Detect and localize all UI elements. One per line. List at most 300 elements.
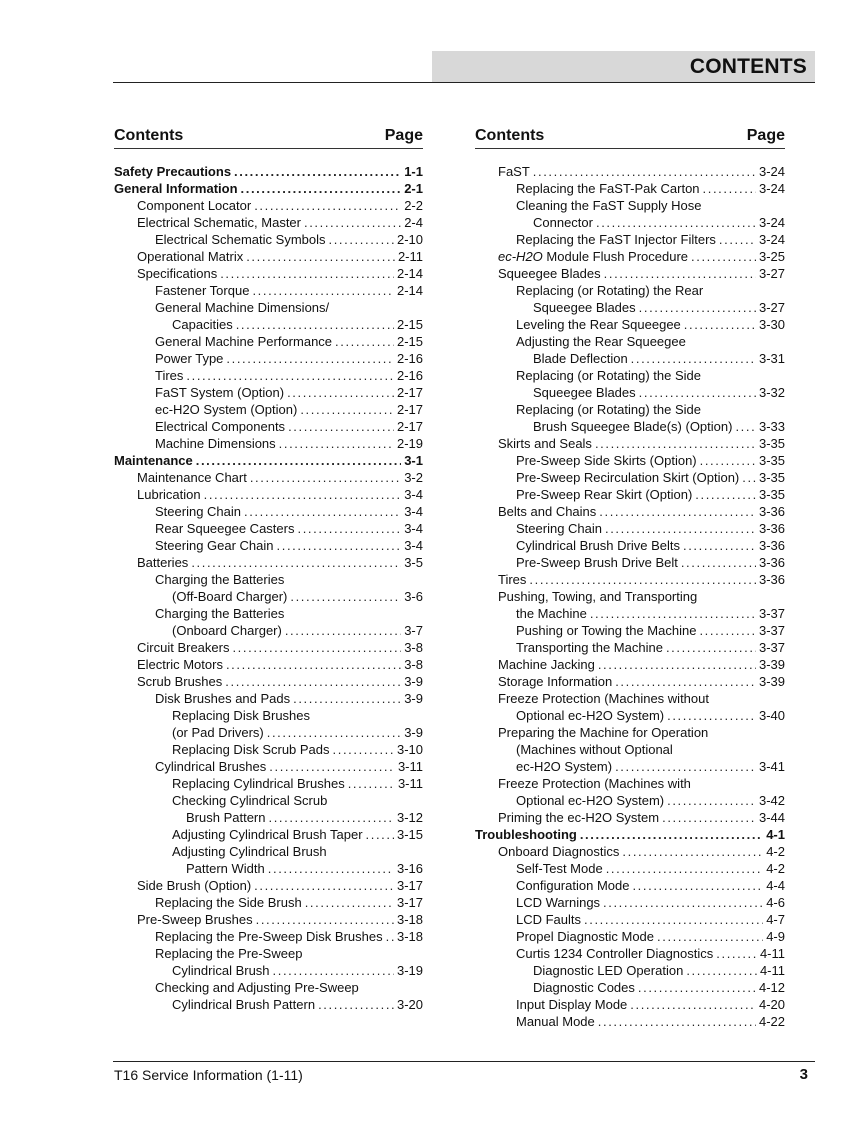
toc-entry-page: 3-27 bbox=[758, 300, 785, 315]
header-banner bbox=[432, 51, 815, 82]
toc-entry[interactable] bbox=[114, 554, 423, 571]
toc-entry-title: Preparing the Machine for Operation bbox=[498, 725, 709, 740]
toc-entry-title: Tires bbox=[498, 572, 527, 587]
toc-entry-page: 2-15 bbox=[396, 317, 423, 332]
toc-entry-title: LCD Faults bbox=[516, 912, 582, 927]
toc-entry[interactable] bbox=[475, 180, 785, 197]
toc-entry[interactable] bbox=[114, 996, 423, 1013]
footer-doc-title: T16 Service Information (1-11) bbox=[114, 1067, 303, 1083]
toc-entry-title: Self-Test Mode bbox=[516, 861, 603, 876]
toc-entry-page: 4-11 bbox=[759, 946, 785, 961]
toc-entry-title: Storage Information bbox=[498, 674, 613, 689]
toc-entry[interactable] bbox=[114, 452, 423, 469]
toc-entry-title: Onboard Diagnostics bbox=[498, 844, 620, 859]
toc-entry[interactable] bbox=[475, 588, 785, 605]
column-heading-page: Page bbox=[384, 127, 423, 144]
toc-entry[interactable] bbox=[475, 605, 785, 622]
toc-leader-dots bbox=[232, 639, 401, 656]
toc-entry[interactable] bbox=[475, 639, 785, 656]
toc-entry-title: Pushing or Towing the Machine bbox=[516, 623, 697, 638]
toc-entry[interactable] bbox=[475, 843, 785, 860]
toc-entry-page: 3-39 bbox=[758, 674, 785, 689]
toc-entry-page: 1-1 bbox=[404, 164, 423, 179]
toc-entry-title: Cylindrical Brush Drive Belts bbox=[516, 538, 680, 553]
toc-leader-dots bbox=[598, 1013, 756, 1030]
toc-entry[interactable] bbox=[114, 265, 423, 282]
toc-entry[interactable] bbox=[114, 792, 423, 809]
toc-entry-title: Charging the Batteries bbox=[155, 606, 285, 621]
toc-entry[interactable] bbox=[114, 316, 423, 333]
toc-entry-title: Scrub Brushes bbox=[137, 674, 223, 689]
toc-leader-dots bbox=[699, 622, 756, 639]
toc-entry-title: Electrical Schematic Symbols bbox=[155, 232, 326, 247]
toc-entry-page: 3-35 bbox=[758, 470, 785, 485]
toc-entry-page: 3-33 bbox=[758, 419, 785, 434]
toc-entry-page: 4-9 bbox=[766, 929, 785, 944]
toc-entry[interactable] bbox=[475, 707, 785, 724]
toc-entry-title: Skirts and Seals bbox=[498, 436, 592, 451]
toc-entry-title: Cleaning the FaST Supply Hose bbox=[516, 198, 702, 213]
toc-entry-page: 4-4 bbox=[766, 878, 785, 893]
column-header-rule bbox=[475, 148, 785, 149]
toc-entry[interactable] bbox=[475, 503, 785, 520]
toc-entry[interactable] bbox=[475, 384, 785, 401]
toc-entry[interactable] bbox=[114, 418, 423, 435]
toc-entry[interactable] bbox=[475, 214, 785, 231]
toc-entry-page: 2-4 bbox=[404, 215, 423, 230]
toc-entry-title: Specifications bbox=[137, 266, 218, 281]
toc-leader-dots bbox=[335, 333, 394, 350]
toc-entry[interactable] bbox=[475, 350, 785, 367]
toc-entry[interactable] bbox=[475, 911, 785, 928]
toc-leader-dots bbox=[268, 860, 394, 877]
toc-entry[interactable] bbox=[475, 367, 785, 384]
toc-entry-title: Pre-Sweep Rear Skirt (Option) bbox=[516, 487, 693, 502]
toc-entry[interactable] bbox=[475, 690, 785, 707]
toc-leader-dots bbox=[615, 673, 756, 690]
toc-entry-page: 3-31 bbox=[758, 351, 785, 366]
toc-entry-page: 3-36 bbox=[758, 555, 785, 570]
toc-entry-title: Adjusting Cylindrical Brush Taper bbox=[172, 827, 363, 842]
toc-entry-title: Priming the ec-H2O System bbox=[498, 810, 660, 825]
toc-entry-title: Pre-Sweep Recirculation Skirt (Option) bbox=[516, 470, 740, 485]
toc-leader-dots bbox=[226, 350, 394, 367]
toc-entry[interactable] bbox=[114, 350, 423, 367]
toc-entry-page: 4-2 bbox=[766, 844, 785, 859]
toc-entry-page: 4-11 bbox=[759, 963, 785, 978]
toc-leader-dots bbox=[297, 520, 401, 537]
toc-entry[interactable] bbox=[114, 503, 423, 520]
toc-entry[interactable] bbox=[114, 775, 423, 792]
toc-entry-title: Component Locator bbox=[137, 198, 252, 213]
column-heading-contents: Contents bbox=[475, 127, 545, 144]
toc-entry-title: Optional ec-H2O System) bbox=[516, 793, 665, 808]
toc-leader-dots bbox=[605, 520, 756, 537]
toc-leader-dots bbox=[300, 401, 394, 418]
toc-entry[interactable] bbox=[114, 571, 423, 588]
toc-entry-page: 3-16 bbox=[396, 861, 423, 876]
toc-entry-page: 3-30 bbox=[758, 317, 785, 332]
toc-entry[interactable] bbox=[114, 520, 423, 537]
toc-leader-dots bbox=[269, 809, 394, 826]
toc-entry-page: 3-4 bbox=[404, 487, 423, 502]
toc-leader-dots bbox=[596, 214, 756, 231]
toc-leader-dots bbox=[599, 503, 756, 520]
toc-leader-dots bbox=[604, 265, 756, 282]
toc-entry-title: Squeegee Blades bbox=[533, 385, 636, 400]
toc-leader-dots bbox=[533, 163, 756, 180]
toc-entry[interactable] bbox=[475, 928, 785, 945]
toc-entry-page: 4-12 bbox=[758, 980, 785, 995]
toc-entry[interactable] bbox=[475, 537, 785, 554]
toc-entry[interactable] bbox=[114, 656, 423, 673]
toc-leader-dots bbox=[191, 554, 401, 571]
toc-entry-title: Replacing the Pre-Sweep bbox=[155, 946, 303, 961]
toc-entry-page: 3-1 bbox=[404, 453, 423, 468]
toc-leader-dots bbox=[615, 758, 756, 775]
toc-entry-page: 4-2 bbox=[766, 861, 785, 876]
toc-leader-dots bbox=[684, 316, 756, 333]
toc-leader-dots bbox=[603, 894, 763, 911]
toc-entry[interactable] bbox=[114, 299, 423, 316]
toc-entry-page: 3-18 bbox=[396, 929, 423, 944]
toc-entry-page: 2-17 bbox=[396, 419, 423, 434]
toc-entry-title: Belts and Chains bbox=[498, 504, 597, 519]
toc-leader-dots bbox=[234, 163, 401, 180]
toc-entry[interactable] bbox=[475, 401, 785, 418]
toc-entry-title: Freeze Protection (Machines with bbox=[498, 776, 691, 791]
toc-entry-page: 3-9 bbox=[404, 674, 423, 689]
toc-leader-dots bbox=[686, 962, 757, 979]
toc-leader-dots bbox=[236, 316, 394, 333]
toc-entry[interactable] bbox=[475, 299, 785, 316]
toc-leader-dots bbox=[279, 435, 394, 452]
toc-leader-dots bbox=[256, 911, 394, 928]
toc-entry[interactable] bbox=[475, 979, 785, 996]
toc-entry-page: 3-11 bbox=[397, 776, 423, 791]
toc-entry[interactable] bbox=[475, 894, 785, 911]
toc-entries-right bbox=[475, 163, 785, 1030]
toc-entry[interactable] bbox=[475, 758, 785, 775]
toc-entry-page: 2-11 bbox=[397, 249, 423, 264]
toc-leader-dots bbox=[595, 435, 756, 452]
toc-entry-page: 3-9 bbox=[404, 691, 423, 706]
toc-entry-title: Transporting the Machine bbox=[516, 640, 663, 655]
toc-entry-page: 3-27 bbox=[758, 266, 785, 281]
toc-entry[interactable] bbox=[475, 945, 785, 962]
toc-entry-page: 3-7 bbox=[404, 623, 423, 638]
toc-leader-dots bbox=[639, 384, 756, 401]
toc-entry[interactable] bbox=[475, 435, 785, 452]
toc-entry[interactable] bbox=[475, 197, 785, 214]
toc-leader-dots bbox=[285, 622, 401, 639]
toc-entry[interactable] bbox=[475, 622, 785, 639]
toc-entry-title: Configuration Mode bbox=[516, 878, 630, 893]
toc-entry-page: 3-8 bbox=[404, 640, 423, 655]
toc-leader-dots bbox=[631, 350, 756, 367]
toc-leader-dots bbox=[735, 418, 756, 435]
toc-entry[interactable] bbox=[114, 384, 423, 401]
toc-entry[interactable] bbox=[114, 248, 423, 265]
toc-entry[interactable] bbox=[114, 197, 423, 214]
toc-entry-title: Replacing Disk Brushes bbox=[172, 708, 311, 723]
toc-entry-page: 3-15 bbox=[396, 827, 423, 842]
toc-entry-title: General Machine Performance bbox=[155, 334, 333, 349]
toc-entry-title: Checking Cylindrical Scrub bbox=[172, 793, 328, 808]
toc-entry-title: Circuit Breakers bbox=[137, 640, 230, 655]
toc-entry[interactable] bbox=[475, 554, 785, 571]
toc-entry[interactable] bbox=[475, 673, 785, 690]
toc-entry-page: 3-24 bbox=[758, 232, 785, 247]
toc-entry-title: ec-H2O System) bbox=[516, 759, 613, 774]
toc-entry-title: Blade Deflection bbox=[533, 351, 628, 366]
toc-entry-title: Charging the Batteries bbox=[155, 572, 285, 587]
toc-entry[interactable] bbox=[114, 605, 423, 622]
toc-entry-page: 3-32 bbox=[758, 385, 785, 400]
toc-entry-page: 3-8 bbox=[404, 657, 423, 672]
toc-entry[interactable] bbox=[114, 843, 423, 860]
toc-entry-page: 4-6 bbox=[766, 895, 785, 910]
toc-leader-dots bbox=[267, 724, 401, 741]
toc-entry[interactable] bbox=[114, 724, 423, 741]
toc-entry[interactable] bbox=[475, 316, 785, 333]
toc-entry[interactable] bbox=[114, 860, 423, 877]
column-header bbox=[475, 127, 785, 147]
toc-entry[interactable] bbox=[475, 486, 785, 503]
toc-entry[interactable] bbox=[114, 979, 423, 996]
toc-entry[interactable] bbox=[114, 622, 423, 639]
toc-leader-dots bbox=[598, 656, 756, 673]
toc-entry[interactable] bbox=[114, 367, 423, 384]
toc-leader-dots bbox=[580, 826, 763, 843]
toc-entry-title: Steering Chain bbox=[516, 521, 602, 536]
toc-entry[interactable] bbox=[475, 877, 785, 894]
toc-leader-dots bbox=[241, 180, 402, 197]
toc-entry-title: Squeegee Blades bbox=[498, 266, 601, 281]
toc-entry-title: Diagnostic Codes bbox=[533, 980, 635, 995]
toc-entry-title: Checking and Adjusting Pre-Sweep bbox=[155, 980, 359, 995]
toc-entry-title: ec-H2O System (Option) bbox=[155, 402, 298, 417]
toc-entry-title: Cylindrical Brush Pattern bbox=[172, 997, 316, 1012]
toc-leader-dots bbox=[590, 605, 756, 622]
toc-entry[interactable] bbox=[114, 707, 423, 724]
toc-entry-page: 3-36 bbox=[758, 572, 785, 587]
toc-entry-title: Batteries bbox=[137, 555, 189, 570]
toc-leader-dots bbox=[304, 214, 401, 231]
toc-entry-page: 2-14 bbox=[396, 266, 423, 281]
toc-entry-title: Power Type bbox=[155, 351, 224, 366]
toc-entry[interactable] bbox=[114, 894, 423, 911]
toc-entry[interactable] bbox=[475, 282, 785, 299]
toc-leader-dots bbox=[667, 707, 756, 724]
toc-entry[interactable] bbox=[114, 163, 423, 180]
toc-entry-title: Brush Squeegee Blade(s) (Option) bbox=[533, 419, 733, 434]
toc-entry[interactable] bbox=[114, 333, 423, 350]
toc-entry[interactable] bbox=[475, 741, 785, 758]
toc-entry[interactable] bbox=[114, 928, 423, 945]
toc-leader-dots bbox=[667, 792, 756, 809]
toc-entry[interactable] bbox=[475, 571, 785, 588]
toc-entry[interactable] bbox=[114, 809, 423, 826]
toc-entry[interactable] bbox=[475, 520, 785, 537]
toc-leader-dots bbox=[254, 197, 401, 214]
toc-entry[interactable] bbox=[475, 775, 785, 792]
toc-entry-title: Replacing the Pre-Sweep Disk Brushes bbox=[155, 929, 383, 944]
toc-entry[interactable] bbox=[475, 724, 785, 741]
toc-entry[interactable] bbox=[475, 418, 785, 435]
toc-entry-page: 2-2 bbox=[404, 198, 423, 213]
toc-leader-dots bbox=[695, 486, 756, 503]
toc-entry-title: Machine Jacking bbox=[498, 657, 595, 672]
toc-entry-title: Cylindrical Brush bbox=[172, 963, 270, 978]
toc-entry[interactable] bbox=[114, 826, 423, 843]
toc-entry[interactable] bbox=[114, 231, 423, 248]
toc-entry-title: Replacing (or Rotating) the Rear bbox=[516, 283, 704, 298]
toc-leader-dots bbox=[662, 809, 756, 826]
toc-entry-page: 3-4 bbox=[404, 504, 423, 519]
toc-entry-title: Capacities bbox=[172, 317, 233, 332]
toc-leader-dots bbox=[250, 469, 401, 486]
toc-leader-dots bbox=[333, 741, 394, 758]
toc-leader-dots bbox=[719, 231, 756, 248]
toc-entry-page: 3-35 bbox=[758, 436, 785, 451]
toc-entry[interactable] bbox=[114, 690, 423, 707]
toc-entry-title: Troubleshooting bbox=[475, 827, 577, 842]
toc-entry-page: 3-37 bbox=[758, 640, 785, 655]
toc-entry-title: the Machine bbox=[516, 606, 587, 621]
toc-leader-dots bbox=[703, 180, 756, 197]
toc-entry-title: Optional ec-H2O System) bbox=[516, 708, 665, 723]
toc-leader-dots bbox=[657, 928, 763, 945]
toc-entry[interactable] bbox=[475, 656, 785, 673]
toc-entry[interactable] bbox=[475, 996, 785, 1013]
toc-entry-page: 3-20 bbox=[396, 997, 423, 1012]
toc-entry-title: FaST bbox=[498, 164, 530, 179]
toc-entry[interactable] bbox=[475, 333, 785, 350]
toc-entry[interactable] bbox=[114, 639, 423, 656]
toc-entry-title: (Off-Board Charger) bbox=[172, 589, 288, 604]
footer-page-number: 3 bbox=[799, 1066, 808, 1083]
toc-entry[interactable] bbox=[114, 945, 423, 962]
toc-entry[interactable] bbox=[114, 214, 423, 231]
toc-entry-title: Operational Matrix bbox=[137, 249, 244, 264]
toc-entry-title: Cylindrical Brushes bbox=[155, 759, 267, 774]
toc-entry[interactable] bbox=[114, 911, 423, 928]
toc-leader-dots bbox=[666, 639, 756, 656]
toc-entry-page: 3-25 bbox=[758, 249, 785, 264]
toc-entry-title: Adjusting Cylindrical Brush bbox=[172, 844, 327, 859]
toc-entry[interactable] bbox=[114, 877, 423, 894]
toc-entry-title: Machine Dimensions bbox=[155, 436, 276, 451]
toc-entry[interactable] bbox=[114, 435, 423, 452]
toc-entry[interactable] bbox=[114, 486, 423, 503]
footer-rule bbox=[113, 1061, 815, 1062]
toc-entry-page: 3-36 bbox=[758, 521, 785, 536]
toc-entry[interactable] bbox=[114, 962, 423, 979]
toc-entry[interactable] bbox=[475, 265, 785, 282]
toc-entry[interactable] bbox=[114, 588, 423, 605]
toc-entry-title: Leveling the Rear Squeegee bbox=[516, 317, 681, 332]
toc-entry-page: 3-12 bbox=[396, 810, 423, 825]
toc-entry[interactable] bbox=[114, 537, 423, 554]
toc-entry-page: 3-37 bbox=[758, 623, 785, 638]
toc-entry[interactable] bbox=[475, 826, 785, 843]
toc-entry-page: 3-36 bbox=[758, 504, 785, 519]
toc-entry[interactable] bbox=[475, 792, 785, 809]
toc-leader-dots bbox=[584, 911, 763, 928]
toc-entry[interactable] bbox=[475, 248, 785, 265]
toc-entry-page: 2-14 bbox=[396, 283, 423, 298]
toc-entry-page: 3-40 bbox=[758, 708, 785, 723]
toc-entry[interactable] bbox=[475, 469, 785, 486]
toc-leader-dots bbox=[287, 384, 394, 401]
toc-entry-page: 3-9 bbox=[404, 725, 423, 740]
toc-entry[interactable] bbox=[114, 673, 423, 690]
toc-leader-dots bbox=[691, 248, 756, 265]
toc-entry-page: 2-16 bbox=[396, 368, 423, 383]
toc-entry-title: Pattern Width bbox=[186, 861, 265, 876]
toc-entry-title: Lubrication bbox=[137, 487, 201, 502]
toc-entry[interactable] bbox=[475, 962, 785, 979]
toc-entry-page: 3-37 bbox=[758, 606, 785, 621]
toc-entry-page: 3-10 bbox=[396, 742, 423, 757]
toc-entry[interactable] bbox=[475, 231, 785, 248]
toc-leader-dots bbox=[348, 775, 395, 792]
toc-entry-page: 4-7 bbox=[766, 912, 785, 927]
toc-entry-page: 3-18 bbox=[396, 912, 423, 927]
toc-entry-title: Side Brush (Option) bbox=[137, 878, 252, 893]
toc-leader-dots bbox=[632, 877, 763, 894]
toc-entry-page: 3-2 bbox=[404, 470, 423, 485]
toc-entry-title: Curtis 1234 Controller Diagnostics bbox=[516, 946, 714, 961]
toc-entry-title: Disk Brushes and Pads bbox=[155, 691, 291, 706]
toc-entry[interactable] bbox=[114, 469, 423, 486]
toc-leader-dots bbox=[196, 452, 401, 469]
toc-leader-dots bbox=[246, 248, 395, 265]
toc-entry[interactable] bbox=[475, 1013, 785, 1030]
toc-entry[interactable] bbox=[475, 809, 785, 826]
column-header bbox=[114, 127, 423, 147]
toc-entry-title: Manual Mode bbox=[516, 1014, 595, 1029]
toc-entry[interactable] bbox=[114, 401, 423, 418]
toc-entry-page: 3-36 bbox=[758, 538, 785, 553]
toc-leader-dots bbox=[277, 537, 402, 554]
toc-entry-title: Electric Motors bbox=[137, 657, 223, 672]
toc-entry[interactable] bbox=[475, 163, 785, 180]
toc-leader-dots bbox=[681, 554, 756, 571]
toc-entry[interactable] bbox=[114, 758, 423, 775]
toc-entry-title: Squeegee Blades bbox=[533, 300, 636, 315]
toc-entry-title: LCD Warnings bbox=[516, 895, 601, 910]
toc-entry[interactable] bbox=[475, 452, 785, 469]
toc-entry-title: Maintenance bbox=[114, 453, 193, 468]
toc-entry-title: Safety Precautions bbox=[114, 164, 232, 179]
toc-leader-dots bbox=[630, 996, 756, 1013]
toc-entry-title: Replacing the FaST-Pak Carton bbox=[516, 181, 700, 196]
toc-leader-dots bbox=[318, 996, 394, 1013]
toc-entry-title: Adjusting the Rear Squeegee bbox=[516, 334, 686, 349]
toc-entry[interactable] bbox=[114, 180, 423, 197]
toc-entry[interactable] bbox=[114, 282, 423, 299]
toc-entry-title: Electrical Components bbox=[155, 419, 286, 434]
toc-leader-dots bbox=[220, 265, 394, 282]
toc-leader-dots bbox=[606, 860, 764, 877]
toc-entry[interactable] bbox=[114, 741, 423, 758]
column-header-rule bbox=[114, 148, 423, 149]
toc-leader-dots bbox=[622, 843, 763, 860]
toc-leader-dots bbox=[683, 537, 756, 554]
toc-entry[interactable] bbox=[475, 860, 785, 877]
